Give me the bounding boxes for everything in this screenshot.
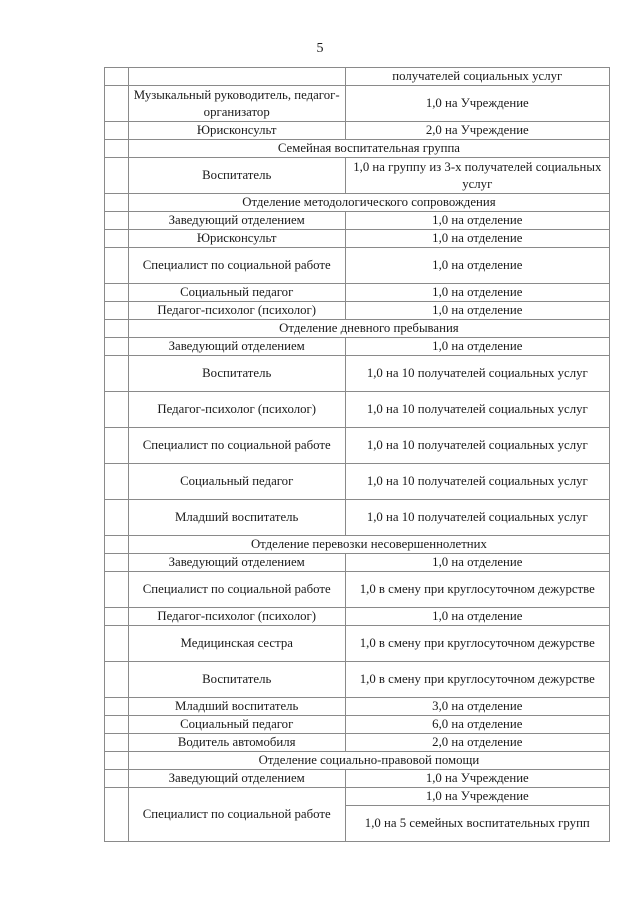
table-row bbox=[105, 662, 610, 698]
position-cell: Специалист по социальной работе bbox=[128, 248, 345, 284]
table-row bbox=[105, 122, 610, 140]
table-row bbox=[105, 248, 610, 284]
position-cell: Младший воспитатель bbox=[128, 500, 345, 536]
position-cell: Педагог-психолог (психолог) bbox=[128, 392, 345, 428]
section-row bbox=[105, 140, 610, 158]
section-title: Отделение социально-правовой помощи bbox=[128, 752, 609, 770]
position-cell: Водитель автомобиля bbox=[128, 734, 345, 752]
position-cell: Младший воспитатель bbox=[128, 698, 345, 716]
position-cell: Социальный педагог bbox=[128, 464, 345, 500]
table-row bbox=[105, 788, 610, 806]
number-cell bbox=[105, 230, 129, 248]
position-cell: Специалист по социальной работе bbox=[128, 428, 345, 464]
table-row bbox=[105, 212, 610, 230]
number-cell bbox=[105, 86, 129, 122]
norm-cell: 1,0 на отделение bbox=[345, 302, 609, 320]
position-cell: Медицинская сестра bbox=[128, 626, 345, 662]
page-number: 5 bbox=[316, 41, 324, 56]
table-row bbox=[105, 86, 610, 122]
table-row bbox=[105, 464, 610, 500]
table-row bbox=[105, 230, 610, 248]
norm-cell: 1,0 на отделение bbox=[345, 230, 609, 248]
staffing-table bbox=[104, 67, 610, 842]
norm-cell: 1,0 на отделение bbox=[345, 554, 609, 572]
number-cell bbox=[105, 716, 129, 734]
norm-cell: 1,0 на отделение bbox=[345, 248, 609, 284]
number-cell bbox=[105, 158, 129, 194]
number-cell bbox=[105, 320, 129, 338]
table-row bbox=[105, 734, 610, 752]
number-cell bbox=[105, 356, 129, 392]
number-cell bbox=[105, 68, 129, 86]
number-cell bbox=[105, 788, 129, 842]
section-row bbox=[105, 194, 610, 212]
position-cell: Заведующий отделением bbox=[128, 554, 345, 572]
number-cell bbox=[105, 284, 129, 302]
section-title: Отделение дневного пребывания bbox=[128, 320, 609, 338]
number-cell bbox=[105, 662, 129, 698]
norm-cell: 1,0 на группу из 3-х получателей социальных услуг bbox=[345, 158, 609, 194]
position-cell: Юрисконсульт bbox=[128, 122, 345, 140]
norm-cell: 1,0 в смену при круглосуточном дежурстве bbox=[345, 662, 609, 698]
table-row bbox=[105, 392, 610, 428]
position-cell: Заведующий отделением bbox=[128, 770, 345, 788]
norm-cell: 1,0 на 10 получателей социальных услуг bbox=[345, 428, 609, 464]
position-cell: Специалист по социальной работе bbox=[128, 572, 345, 608]
norm-cell: 1,0 на 10 получателей социальных услуг bbox=[345, 500, 609, 536]
norm-cell: 6,0 на отделение bbox=[345, 716, 609, 734]
norm-cell: 3,0 на отделение bbox=[345, 698, 609, 716]
number-cell bbox=[105, 302, 129, 320]
norm-cell: 1,0 на отделение bbox=[345, 284, 609, 302]
table-row bbox=[105, 572, 610, 608]
norm-cell: 1,0 на отделение bbox=[345, 338, 609, 356]
number-cell bbox=[105, 428, 129, 464]
section-row bbox=[105, 536, 610, 554]
number-cell bbox=[105, 536, 129, 554]
norm-cell: 1,0 в смену при круглосуточном дежурстве bbox=[345, 572, 609, 608]
position-cell: Социальный педагог bbox=[128, 284, 345, 302]
number-cell bbox=[105, 770, 129, 788]
table-row bbox=[105, 68, 610, 86]
position-cell: Педагог-психолог (психолог) bbox=[128, 302, 345, 320]
norm-cell: 1,0 на 10 получателей социальных услуг bbox=[345, 464, 609, 500]
number-cell bbox=[105, 626, 129, 662]
norm-cell: 1,0 на 10 получателей социальных услуг bbox=[345, 392, 609, 428]
number-cell bbox=[105, 248, 129, 284]
norm-cell: 1,0 на 5 семейных воспитательных групп bbox=[345, 806, 609, 842]
norm-cell: 1,0 на Учреждение bbox=[345, 788, 609, 806]
position-cell: Педагог-психолог (психолог) bbox=[128, 608, 345, 626]
norm-cell: 1,0 на отделение bbox=[345, 212, 609, 230]
table-row bbox=[105, 716, 610, 734]
position-cell: Социальный педагог bbox=[128, 716, 345, 734]
norm-cell: 2,0 на отделение bbox=[345, 734, 609, 752]
number-cell bbox=[105, 392, 129, 428]
position-cell: Заведующий отделением bbox=[128, 212, 345, 230]
position-cell: Музыкальный руководитель, педагог-организатор bbox=[128, 86, 345, 122]
position-cell: Специалист по социальной работе bbox=[128, 788, 345, 842]
table-row bbox=[105, 554, 610, 572]
table-row bbox=[105, 338, 610, 356]
norm-cell: 2,0 на Учреждение bbox=[345, 122, 609, 140]
number-cell bbox=[105, 212, 129, 230]
table-row bbox=[105, 626, 610, 662]
position-cell: Воспитатель bbox=[128, 662, 345, 698]
table-row bbox=[105, 698, 610, 716]
position-cell bbox=[128, 68, 345, 86]
table-row bbox=[105, 284, 610, 302]
norm-cell: получателей социальных услуг bbox=[345, 68, 609, 86]
number-cell bbox=[105, 338, 129, 356]
table-row bbox=[105, 356, 610, 392]
section-title: Семейная воспитательная группа bbox=[128, 140, 609, 158]
table-row bbox=[105, 302, 610, 320]
position-cell: Воспитатель bbox=[128, 356, 345, 392]
section-title: Отделение перевозки несовершеннолетних bbox=[128, 536, 609, 554]
section-row bbox=[105, 752, 610, 770]
table-row bbox=[105, 428, 610, 464]
norm-cell: 1,0 на отделение bbox=[345, 608, 609, 626]
number-cell bbox=[105, 194, 129, 212]
number-cell bbox=[105, 698, 129, 716]
table-row bbox=[105, 608, 610, 626]
section-row bbox=[105, 320, 610, 338]
number-cell bbox=[105, 554, 129, 572]
norm-cell: 1,0 на 10 получателей социальных услуг bbox=[345, 356, 609, 392]
norm-cell: 1,0 на Учреждение bbox=[345, 770, 609, 788]
number-cell bbox=[105, 752, 129, 770]
number-cell bbox=[105, 572, 129, 608]
number-cell bbox=[105, 140, 129, 158]
position-cell: Воспитатель bbox=[128, 158, 345, 194]
number-cell bbox=[105, 608, 129, 626]
number-cell bbox=[105, 122, 129, 140]
section-title: Отделение методологического сопровождения bbox=[128, 194, 609, 212]
norm-cell: 1,0 на Учреждение bbox=[345, 86, 609, 122]
table-row bbox=[105, 770, 610, 788]
number-cell bbox=[105, 500, 129, 536]
norm-cell: 1,0 в смену при круглосуточном дежурстве bbox=[345, 626, 609, 662]
table-row bbox=[105, 500, 610, 536]
position-cell: Заведующий отделением bbox=[128, 338, 345, 356]
position-cell: Юрисконсульт bbox=[128, 230, 345, 248]
number-cell bbox=[105, 464, 129, 500]
number-cell bbox=[105, 734, 129, 752]
table-row bbox=[105, 158, 610, 194]
